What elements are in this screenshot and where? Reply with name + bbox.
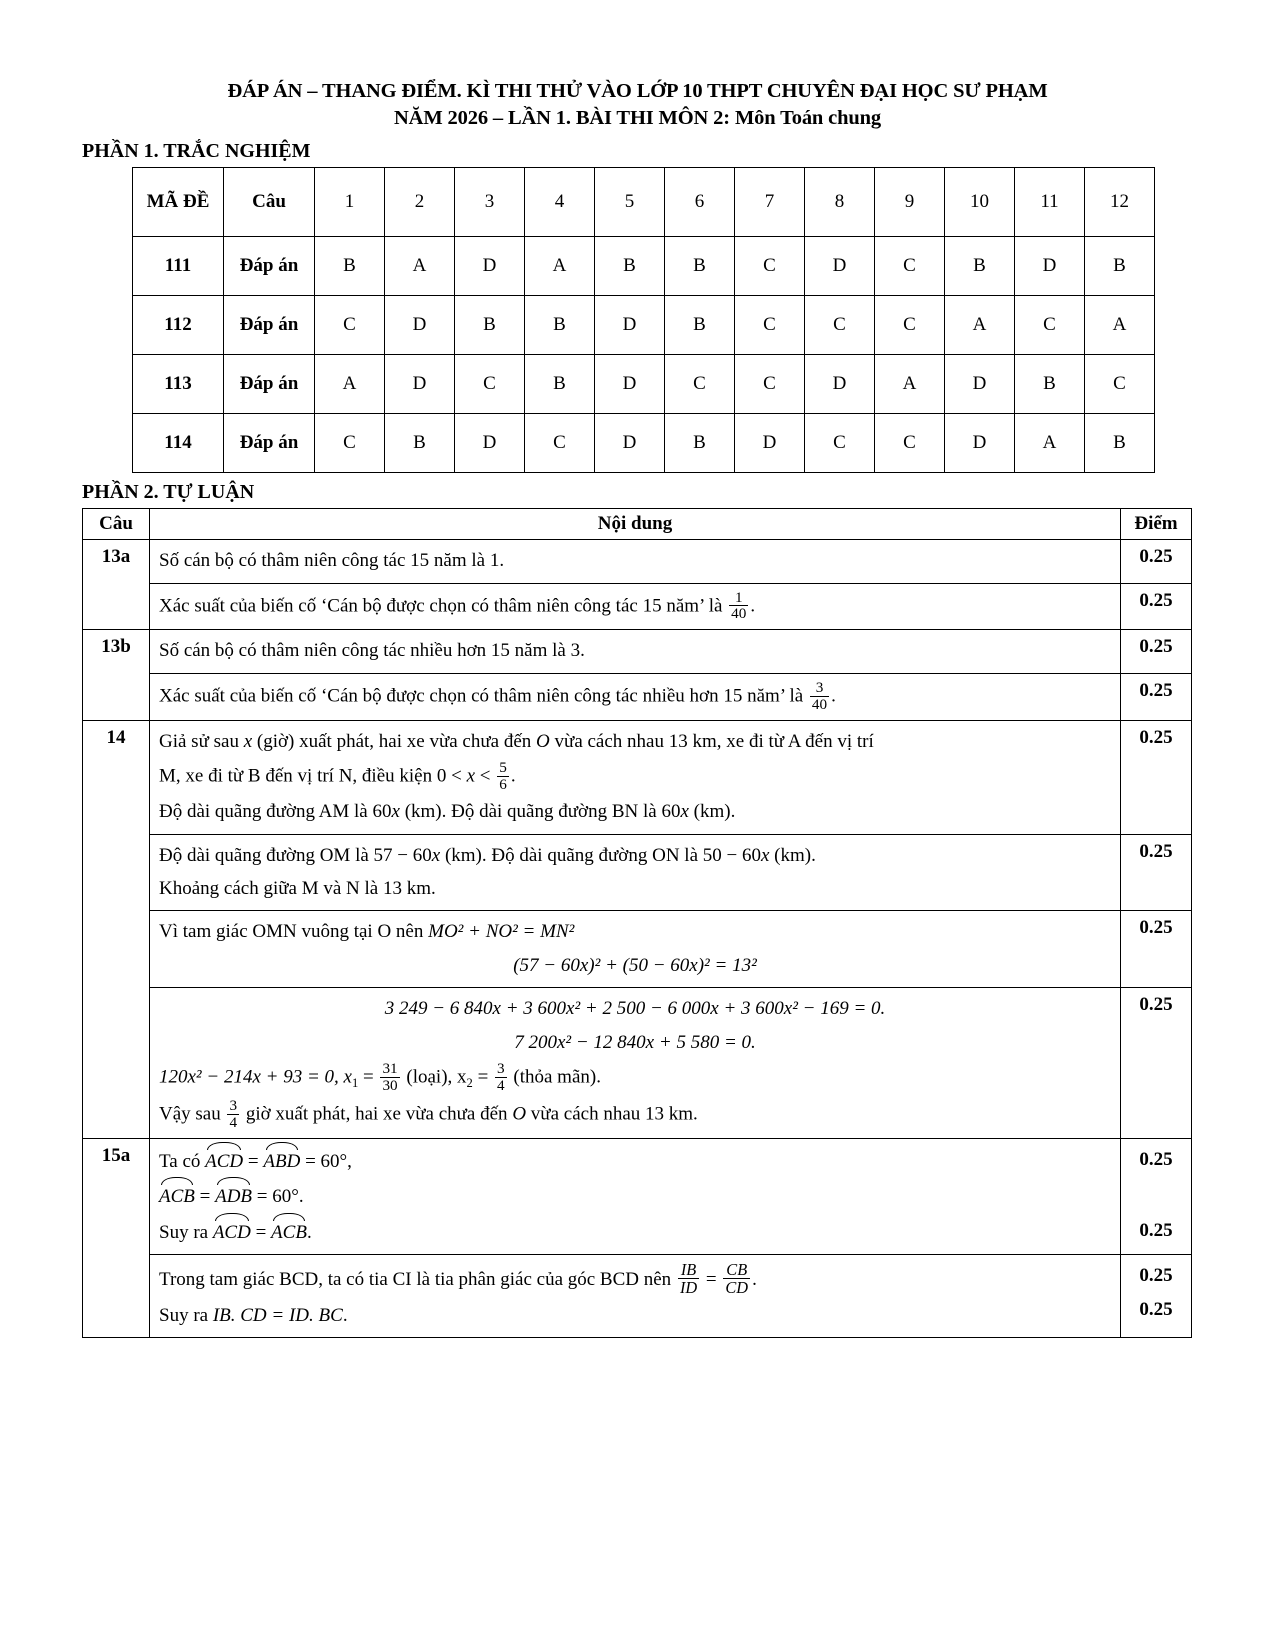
score-14-2: 0.25 — [1121, 834, 1192, 911]
answer-114-3: D — [455, 414, 525, 473]
text-15a-4 — [159, 1261, 1111, 1296]
table-row — [83, 673, 1192, 720]
table-row — [83, 540, 1192, 583]
answer-114-10: D — [945, 414, 1015, 473]
answer-112-8: C — [805, 296, 875, 355]
answer-111-9: C — [875, 237, 945, 296]
text-15a-5a: Suy ra — [159, 1304, 213, 1326]
answer-113-9: A — [875, 355, 945, 414]
table-row — [133, 355, 1155, 414]
equation-text: 7 200x² − 12 840x + 5 580 = 0. — [514, 1031, 756, 1053]
text-15a-4a: Trong tam giác BCD, ta có tia CI là tia phân giác của góc BCD nên — [159, 1269, 676, 1291]
part2-heading: PHẦN 2. TỰ LUẬN — [82, 481, 255, 504]
text-15a-2b: = 60°. — [252, 1186, 304, 1208]
answer-112-7: C — [735, 296, 805, 355]
var-x: x — [680, 801, 689, 823]
equals: = — [701, 1269, 722, 1291]
text-thoa-man: (thỏa mãn). — [508, 1066, 601, 1088]
question-label-13a: 13a — [83, 540, 150, 630]
table-row — [133, 237, 1155, 296]
fraction-numerator: 3 — [815, 678, 824, 696]
content-14-block2 — [150, 834, 1121, 911]
fraction-numerator: CB — [726, 1260, 748, 1280]
answer-114-5: D — [595, 414, 665, 473]
header-q11: 11 — [1015, 168, 1085, 237]
question-label-14: 14 — [83, 720, 150, 1138]
question-label-15a: 15a — [83, 1139, 150, 1338]
answer-112-12: A — [1085, 296, 1155, 355]
text-14-4 — [159, 841, 1111, 870]
text-15a-1b: = 60°, — [300, 1151, 352, 1172]
answer-113-2: D — [385, 355, 455, 414]
answer-113-12: C — [1085, 355, 1155, 414]
equation-roots-a: 120x² − 214x + 93 = 0, x — [159, 1066, 352, 1088]
header-noi-dung: Nội dung — [150, 509, 1121, 540]
text-14-2 — [159, 760, 1111, 793]
text-15a-1 — [159, 1145, 1111, 1176]
text-loai: (loại), x — [401, 1066, 467, 1088]
fraction-denominator: 40 — [811, 695, 828, 713]
text-14-2c: . — [510, 765, 516, 787]
question-label-13b: 13b — [83, 630, 150, 720]
header-q8: 8 — [805, 168, 875, 237]
header-q3: 3 — [455, 168, 525, 237]
text-14-4a: Độ dài quãng đường OM là 57 − 60 — [159, 844, 432, 866]
fraction-CB-CD — [723, 1261, 750, 1296]
text-15a-5 — [159, 1301, 1111, 1330]
text-14-1a: Giả sử sau — [159, 730, 244, 752]
answer-113-11: B — [1015, 355, 1085, 414]
header-q2: 2 — [385, 168, 455, 237]
text-14-4c: (km). — [769, 844, 816, 866]
text-14-3b: (km). Độ dài quãng đường BN là 60 — [399, 801, 681, 823]
var-x: x — [391, 801, 400, 823]
header-q6: 6 — [665, 168, 735, 237]
fraction-numerator: 3 — [229, 1097, 238, 1115]
text-14-7c: vừa cách nhau 13 km. — [526, 1103, 698, 1125]
header-q9: 9 — [875, 168, 945, 237]
score-13a-2: 0.25 — [1121, 583, 1192, 630]
equation-14-substituted — [159, 951, 1111, 980]
answer-111-10: B — [945, 237, 1015, 296]
table-row — [83, 911, 1192, 988]
answer-114-7: D — [735, 414, 805, 473]
exam-code-111: 111 — [133, 237, 224, 296]
fraction-3-4 — [495, 1061, 507, 1094]
answer-112-5: D — [595, 296, 665, 355]
answer-111-1: B — [315, 237, 385, 296]
exam-code-112: 112 — [133, 296, 224, 355]
table-row — [133, 414, 1155, 473]
answer-111-8: D — [805, 237, 875, 296]
header-cau: Câu — [224, 168, 315, 237]
fraction-3-4-conclusion — [227, 1098, 239, 1131]
text-13a-1: Số cán bộ có thâm niên công tác 15 năm là 1. — [159, 550, 505, 572]
equation-text: (57 − 60x)² + (50 − 60x)² = 13² — [513, 954, 757, 976]
text-14-6a: Vì tam giác OMN vuông tại O nên — [159, 921, 429, 943]
score-15a-block1 — [1121, 1139, 1192, 1255]
header-ma-de: MÃ ĐỀ — [133, 168, 224, 237]
var-x: x — [760, 844, 770, 866]
answer-111-4: A — [525, 237, 595, 296]
answer-111-2: A — [385, 237, 455, 296]
text-13b-2-suffix: . — [831, 685, 836, 707]
text-15a-4b: . — [752, 1269, 757, 1291]
content-15a-block2 — [150, 1255, 1121, 1338]
essay-header-row — [83, 509, 1192, 540]
answer-113-3: C — [455, 355, 525, 414]
text-14-1 — [159, 727, 1111, 756]
text-14-2a: M, xe đi từ B đến vị trí N, điều kiện 0 < — [159, 765, 467, 787]
header-q1: 1 — [315, 168, 385, 237]
answer-114-4: C — [525, 414, 595, 473]
fraction-denominator: 6 — [499, 776, 507, 794]
essay-answers-table — [82, 508, 1192, 1338]
table-row — [83, 988, 1192, 1139]
title-line-2-bold: NĂM 2026 – LẦN 1. BÀI THI MÔN 2: — [394, 107, 735, 130]
answer-label-112: Đáp án — [224, 296, 315, 355]
answer-113-7: C — [735, 355, 805, 414]
answer-112-6: B — [665, 296, 735, 355]
title-line-2 — [82, 105, 1193, 132]
text-14-7b: giờ xuất phát, hai xe vừa chưa đến — [241, 1103, 513, 1125]
answer-114-11: A — [1015, 414, 1085, 473]
text-15a-3a: Suy ra — [159, 1221, 213, 1243]
answer-114-8: C — [805, 414, 875, 473]
content-13b-line2 — [150, 673, 1121, 720]
table-row — [83, 834, 1192, 911]
score-13a-1: 0.25 — [1121, 540, 1192, 583]
content-14-block4 — [150, 988, 1121, 1139]
score-13b-1: 0.25 — [1121, 630, 1192, 673]
score-14-1: 0.25 — [1121, 720, 1192, 834]
equals: = — [250, 1221, 272, 1243]
equation-14-roots — [159, 1061, 1111, 1094]
equation-14-expanded — [159, 994, 1111, 1023]
equals: = — [243, 1151, 264, 1172]
text-15a-5b: . — [342, 1304, 348, 1326]
score-15a-4: 0.25 — [1139, 1298, 1173, 1320]
fraction-3-40 — [810, 680, 829, 713]
content-13b-line1 — [150, 630, 1121, 673]
text-14-4b: (km). Độ dài quãng đường ON là 50 − 60 — [440, 844, 761, 866]
text-14-2b: < — [475, 765, 496, 787]
table-row — [83, 630, 1192, 673]
angle-ACD: ACD — [205, 1145, 243, 1176]
equals: = — [194, 1186, 216, 1208]
score-15a-3: 0.25 — [1139, 1265, 1173, 1287]
header-cau-essay: Câu — [83, 509, 150, 540]
angle-ADB: ADB — [215, 1180, 252, 1211]
header-q12: 12 — [1085, 168, 1155, 237]
score-15a-block2 — [1121, 1255, 1192, 1338]
text-13b-2 — [159, 680, 1111, 713]
answer-113-8: D — [805, 355, 875, 414]
answer-112-9: C — [875, 296, 945, 355]
fraction-numerator: 5 — [499, 759, 507, 777]
score-15a-1: 0.25 — [1139, 1149, 1173, 1170]
text-14-6 — [159, 917, 1111, 946]
fraction-numerator: 31 — [382, 1060, 398, 1078]
multiple-choice-table — [132, 167, 1155, 473]
equals-1: = — [358, 1066, 379, 1088]
answer-111-6: B — [665, 237, 735, 296]
var-x: x — [243, 730, 253, 752]
table-row — [133, 296, 1155, 355]
answer-111-3: D — [455, 237, 525, 296]
equals-2: = — [472, 1066, 494, 1088]
subscript-2: 2 — [466, 1076, 473, 1091]
answer-111-7: C — [735, 237, 805, 296]
subscript-1: 1 — [351, 1076, 359, 1091]
fraction-1-40 — [729, 590, 748, 623]
table-row — [83, 583, 1192, 630]
angle-ACB: ACB — [159, 1180, 195, 1211]
content-14-block1 — [150, 720, 1121, 834]
content-15a-block1 — [150, 1139, 1121, 1255]
fraction-IB-ID — [678, 1261, 699, 1296]
answer-112-1: C — [315, 296, 385, 355]
content-13a-line1 — [150, 540, 1121, 583]
equation-IB-CD: IB. CD = ID. BC — [212, 1304, 343, 1326]
text-14-5: Khoảng cách giữa M và N là 13 km. — [159, 878, 436, 899]
text-14-7a: Vậy sau — [159, 1103, 226, 1125]
text-13a-2-suffix: . — [750, 594, 756, 616]
angle-ACB: ACB — [271, 1216, 307, 1247]
fraction-5-6 — [497, 760, 509, 793]
text-13a-2-prefix: Xác suất của biến cố ‘Cán bộ được chọn có thâm niên công tác 15 năm’ là — [159, 594, 728, 616]
fraction-denominator: 40 — [731, 605, 747, 623]
fraction-denominator: CD — [725, 1278, 749, 1298]
text-15a-3 — [159, 1216, 1111, 1247]
score-13b-2: 0.25 — [1121, 673, 1192, 720]
answer-114-1: C — [315, 414, 385, 473]
header-q5: 5 — [595, 168, 665, 237]
title-line-2-subject: Môn Toán chung — [734, 107, 881, 130]
fraction-denominator: 4 — [229, 1114, 238, 1132]
part1-heading: PHẦN 1. TRẮC NGHIỆM — [82, 140, 311, 163]
header-diem: Điểm — [1121, 509, 1192, 540]
answer-113-5: D — [595, 355, 665, 414]
answer-label-111: Đáp án — [224, 237, 315, 296]
multiple-choice-section — [82, 167, 1193, 473]
answer-113-4: B — [525, 355, 595, 414]
answer-111-12: B — [1085, 237, 1155, 296]
answer-112-3: B — [455, 296, 525, 355]
exam-code-113: 113 — [133, 355, 224, 414]
answer-113-1: A — [315, 355, 385, 414]
angle-ACD: ACD — [213, 1216, 251, 1247]
text-14-3c: (km). — [688, 801, 736, 823]
header-q10: 10 — [945, 168, 1015, 237]
text-14-3a: Độ dài quãng đường AM là 60 — [159, 801, 392, 823]
title-line-1: ĐÁP ÁN – THANG ĐIỂM. KÌ THI THỬ VÀO LỚP 10 THPT CHUYÊN ĐẠI HỌC SƯ PHẠM — [227, 80, 1048, 102]
answer-label-113: Đáp án — [224, 355, 315, 414]
document-title — [82, 78, 1193, 132]
equation-pythagoras: MO² + NO² = MN² — [428, 921, 575, 943]
exam-code-114: 114 — [133, 414, 224, 473]
score-15a-2: 0.25 — [1139, 1220, 1173, 1242]
answer-112-4: B — [525, 296, 595, 355]
answer-113-6: C — [665, 355, 735, 414]
var-x: x — [466, 765, 475, 787]
text-13b-2-prefix: Xác suất của biến cố ‘Cán bộ được chọn có thâm niên công tác nhiều hơn 15 năm’ là — [159, 685, 808, 707]
answer-114-9: C — [875, 414, 945, 473]
answer-111-5: B — [595, 237, 665, 296]
text-13a-2 — [159, 590, 1111, 623]
text-13b-1: Số cán bộ có thâm niên công tác nhiều hơn 15 năm là 3. — [159, 640, 585, 662]
answer-114-2: B — [385, 414, 455, 473]
table-row — [83, 720, 1192, 834]
content-13a-line2 — [150, 583, 1121, 630]
text-14-conclusion — [159, 1098, 1111, 1131]
var-O: O — [536, 730, 550, 752]
answer-112-11: C — [1015, 296, 1085, 355]
fraction-numerator: 3 — [497, 1060, 505, 1078]
answer-112-10: A — [945, 296, 1015, 355]
table-header-row — [133, 168, 1155, 237]
answer-112-2: D — [385, 296, 455, 355]
answer-113-10: D — [945, 355, 1015, 414]
text-14-1c: vừa cách nhau 13 km, xe đi từ A đến vị trí — [549, 730, 874, 752]
answer-114-12: B — [1085, 414, 1155, 473]
var-x: x — [431, 844, 441, 866]
text-15a-2 — [159, 1180, 1111, 1211]
text-15a-3b: . — [306, 1221, 312, 1243]
table-row — [83, 1139, 1192, 1255]
table-row — [83, 1255, 1192, 1338]
header-q4: 4 — [525, 168, 595, 237]
fraction-31-30 — [380, 1061, 399, 1094]
answer-111-11: D — [1015, 237, 1085, 296]
score-14-4: 0.25 — [1121, 988, 1192, 1139]
fraction-denominator: 30 — [382, 1077, 398, 1095]
fraction-numerator: 1 — [734, 588, 743, 606]
fraction-numerator: IB — [680, 1260, 697, 1280]
fraction-denominator: 4 — [497, 1077, 505, 1095]
fraction-denominator: ID — [679, 1278, 698, 1298]
text-14-3 — [159, 797, 1111, 826]
angle-ABD: ABD — [263, 1145, 300, 1176]
content-14-block3 — [150, 911, 1121, 988]
text-15a-1a: Ta có — [159, 1151, 206, 1172]
text-14-1b: (giờ) xuất phát, hai xe vừa chưa đến — [252, 730, 537, 752]
score-14-3: 0.25 — [1121, 911, 1192, 988]
equation-14-simplified — [159, 1028, 1111, 1057]
equation-text: 3 249 − 6 840x + 3 600x² + 2 500 − 6 000x + 3 600x² − 169 = 0. — [384, 998, 886, 1020]
answer-114-6: B — [665, 414, 735, 473]
var-O: O — [512, 1103, 527, 1125]
header-q7: 7 — [735, 168, 805, 237]
answer-label-114: Đáp án — [224, 414, 315, 473]
